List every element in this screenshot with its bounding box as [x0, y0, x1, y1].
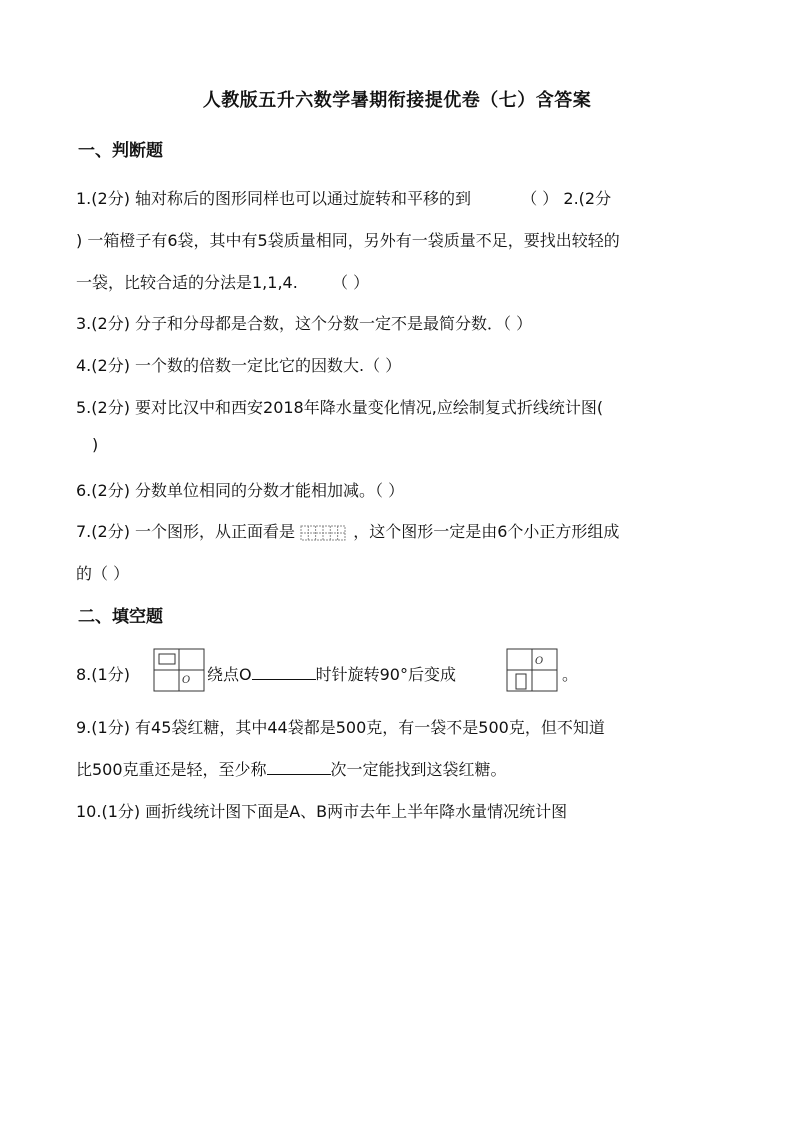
question-7-line-2: 的（ ）	[76, 564, 130, 583]
question-1-text: 1.(2分) 轴对称后的图形同样也可以通过旋转和平移的到	[76, 189, 472, 208]
question-2-line-2	[76, 270, 369, 293]
question-10: 10.(1分) 画折线统计图下面是A、B两市去年上半年降水量情况统计图	[76, 802, 568, 821]
front-view-figure	[300, 523, 348, 543]
original-shape-figure	[153, 648, 205, 692]
question-6: 6.(2分) 分数单位相同的分数才能相加减。（ ）	[76, 481, 405, 500]
question-7-line-1	[76, 519, 619, 543]
rotated-shape-figure	[506, 648, 558, 692]
question-5-line-2: )	[92, 435, 99, 454]
point-o-label: O	[535, 656, 544, 667]
question-4: 4.(2分) 一个数的倍数一定比它的因数大.（ ）	[76, 356, 402, 375]
answer-blank[interactable]	[252, 665, 316, 680]
question-9-text: 比500克重还是轻，至少称	[76, 760, 267, 779]
section-heading-fill: 二、填空题	[78, 607, 163, 627]
question-5-line-1: 5.(2分) 要对比汉中和西安2018年降水量变化情况,应绘制复式折线统计图(	[76, 398, 604, 417]
answer-paren: （ ）	[332, 273, 370, 292]
question-2-line: ) 一箱橙子有6袋，其中有5袋质量相同，另外有一袋质量不足，要找出较轻的	[76, 231, 620, 250]
question-8-text-1: 绕点O	[207, 665, 252, 684]
answer-blank[interactable]	[267, 760, 331, 775]
page-title: 人教版五升六数学暑期衔接提优卷（七）含答案	[202, 90, 592, 111]
question-2-start: 2.(2分	[563, 189, 612, 208]
point-o-label: O	[182, 675, 191, 686]
section-heading-judgement: 一、判断题	[78, 141, 163, 161]
question-8	[76, 662, 130, 685]
question-2-text: 一袋，比较合适的分法是1,1,4.	[76, 273, 298, 292]
question-7-text: 7.(2分) 一个图形，从正面看是	[76, 522, 296, 541]
question-8-prefix: 8.(1分)	[76, 665, 130, 684]
question-8-text-2: 时针旋转90°后变成	[315, 665, 456, 684]
question-3: 3.(2分) 分子和分母都是合数，这个分数一定不是最简分数．（ ）	[76, 314, 533, 333]
question-9-text-2: 次一定能找到这袋红糖。	[330, 760, 507, 779]
question-7-text-2: ，这个图形一定是由6个小正方形组成	[353, 522, 620, 541]
question-1-line	[76, 186, 611, 209]
question-9-line-1: 9.(1分) 有45袋红糖，其中44袋都是500克，有一袋不是500克，但不知道	[76, 718, 605, 737]
question-9-line-2	[76, 757, 507, 780]
question-8-end: 。	[562, 665, 579, 684]
answer-paren: （ ）	[521, 189, 559, 208]
question-8-text	[207, 662, 456, 685]
